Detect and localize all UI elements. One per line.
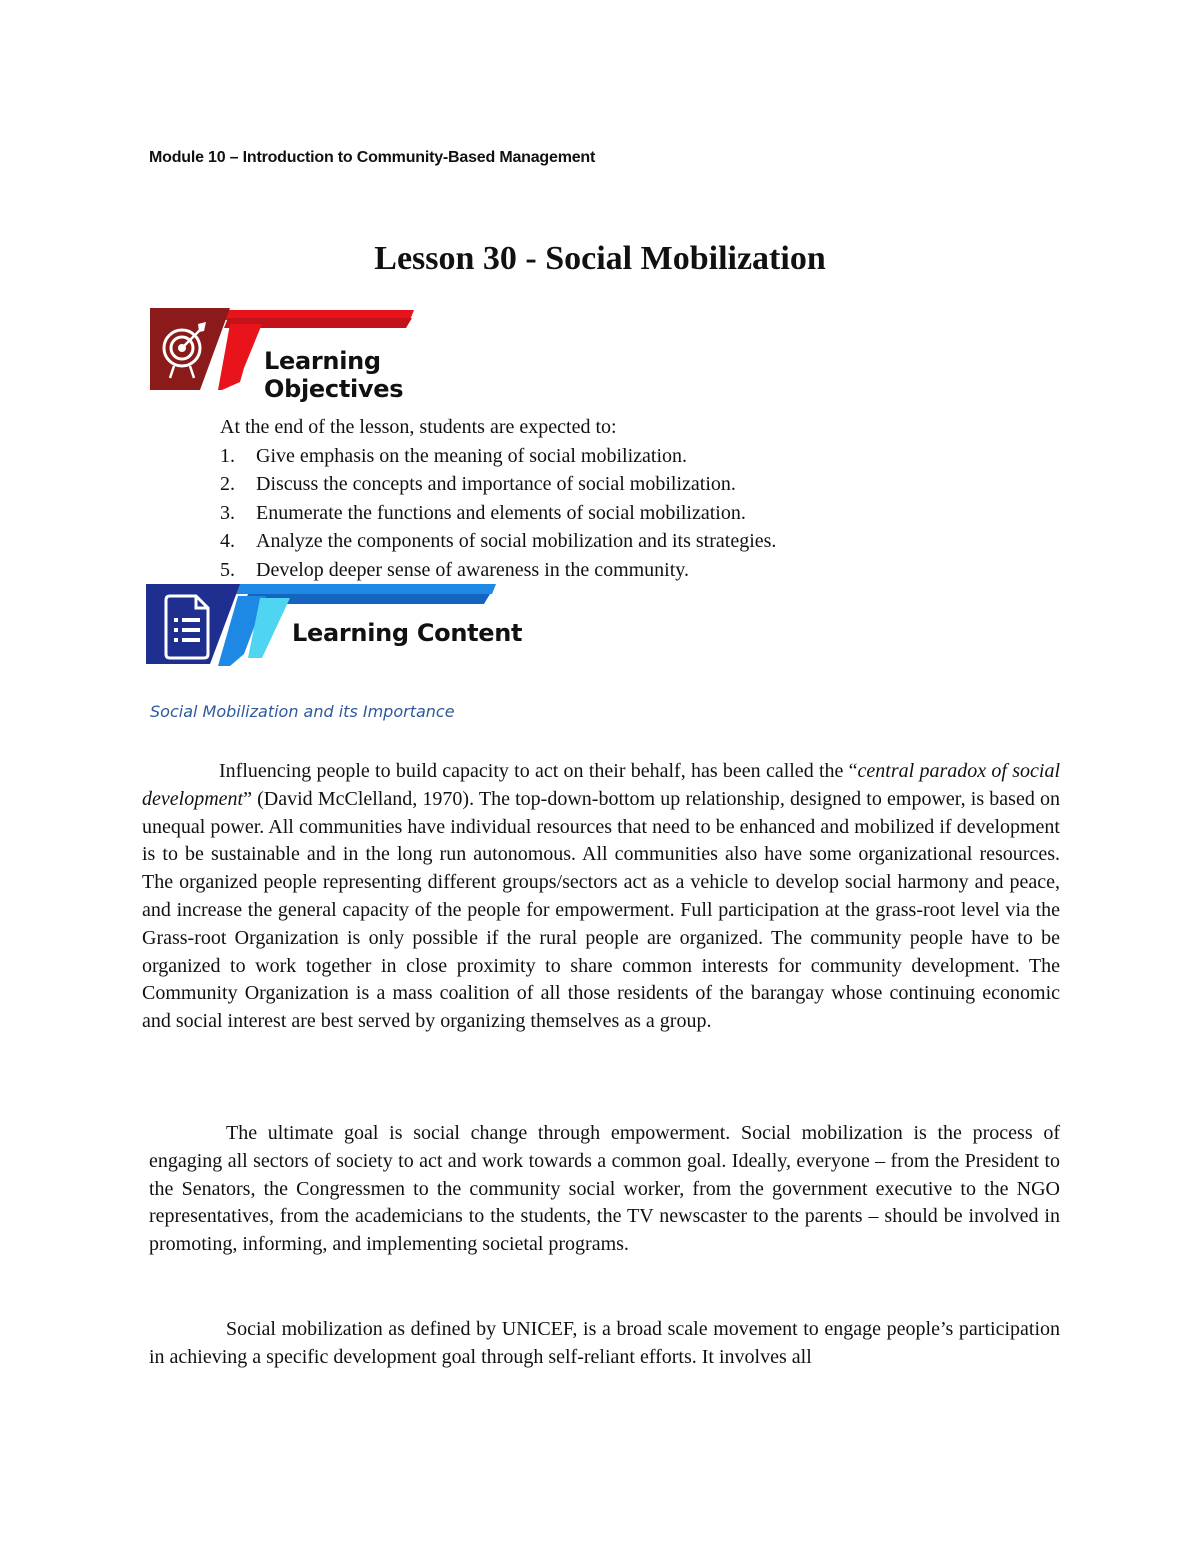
objectives-banner-label: Learning Objectives [264, 347, 404, 403]
objective-item: 1. Give emphasis on the meaning of social mobilization. [220, 444, 688, 467]
objectives-block [220, 413, 776, 585]
objective-item: 3. Enumerate the functions and elements of social mobilization. [220, 501, 746, 524]
content-banner-label: Learning Content [292, 619, 523, 647]
objective-item: 5. Develop deeper sense of awareness in the community. [220, 558, 689, 581]
objective-item: 4. Analyze the components of social mobilization and its strategies. [220, 530, 777, 553]
objectives-intro: At the end of the lesson, students are expected to: [220, 416, 617, 438]
module-header: Module 10 – Introduction to Community-Based Management [149, 149, 596, 166]
lesson-title: Lesson 30 - Social Mobilization [374, 240, 826, 277]
objectives-banner [148, 306, 528, 403]
paragraph-1: Influencing people to build capacity to act on their behalf, has been called the “central paradox of social development” (David McClelland, 1970). The top-down-bottom up relationship, designed to empower, is based on unequal power. All communities have individual resources that need to be enhanced and mobilized if development is to be sustainable and in the long run autonomous. All communities also have some organizational resources. The organized people representing different groups/sectors act as a vehicle to develop social harmony and peace, and increase the general capacity of the people for empowerment. Full participation at the grass-root level via the Grass-root Organization is only possible if the rural people are organized. The community people have to be organized to work together in close proximity to share common interests for community development. The Community Organization is a mass coalition of all those residents of the barangay whose continuing economic and social interest are best served by organizing themselves as a group. [142, 760, 1061, 1033]
paragraph-3: Social mobilization as defined by UNICEF, is a broad scale movement to engage people’s participation in achieving a specific development goal through self-reliant efforts. It involves all [149, 1318, 1060, 1368]
objectives-list [220, 442, 776, 585]
content-banner [144, 582, 544, 668]
objective-item: 2. Discuss the concepts and importance of social mobilization. [220, 473, 736, 496]
emphasis-quote: central paradox of social development [142, 760, 1061, 810]
paragraph-2: The ultimate goal is social change through empowerment. Social mobilization is the process of engaging all sectors of society to act and work towards a common goal. Ideally, everyone – from the President to the Senators, the Congressmen to the community social worker, from the government executive to the NGO representatives, from the academicians to the students, the TV newscaster to the parents – should be involved in promoting, informing, and implementing societal programs. [149, 1122, 1060, 1256]
section-subheading: Social Mobilization and its Importance [150, 702, 455, 721]
